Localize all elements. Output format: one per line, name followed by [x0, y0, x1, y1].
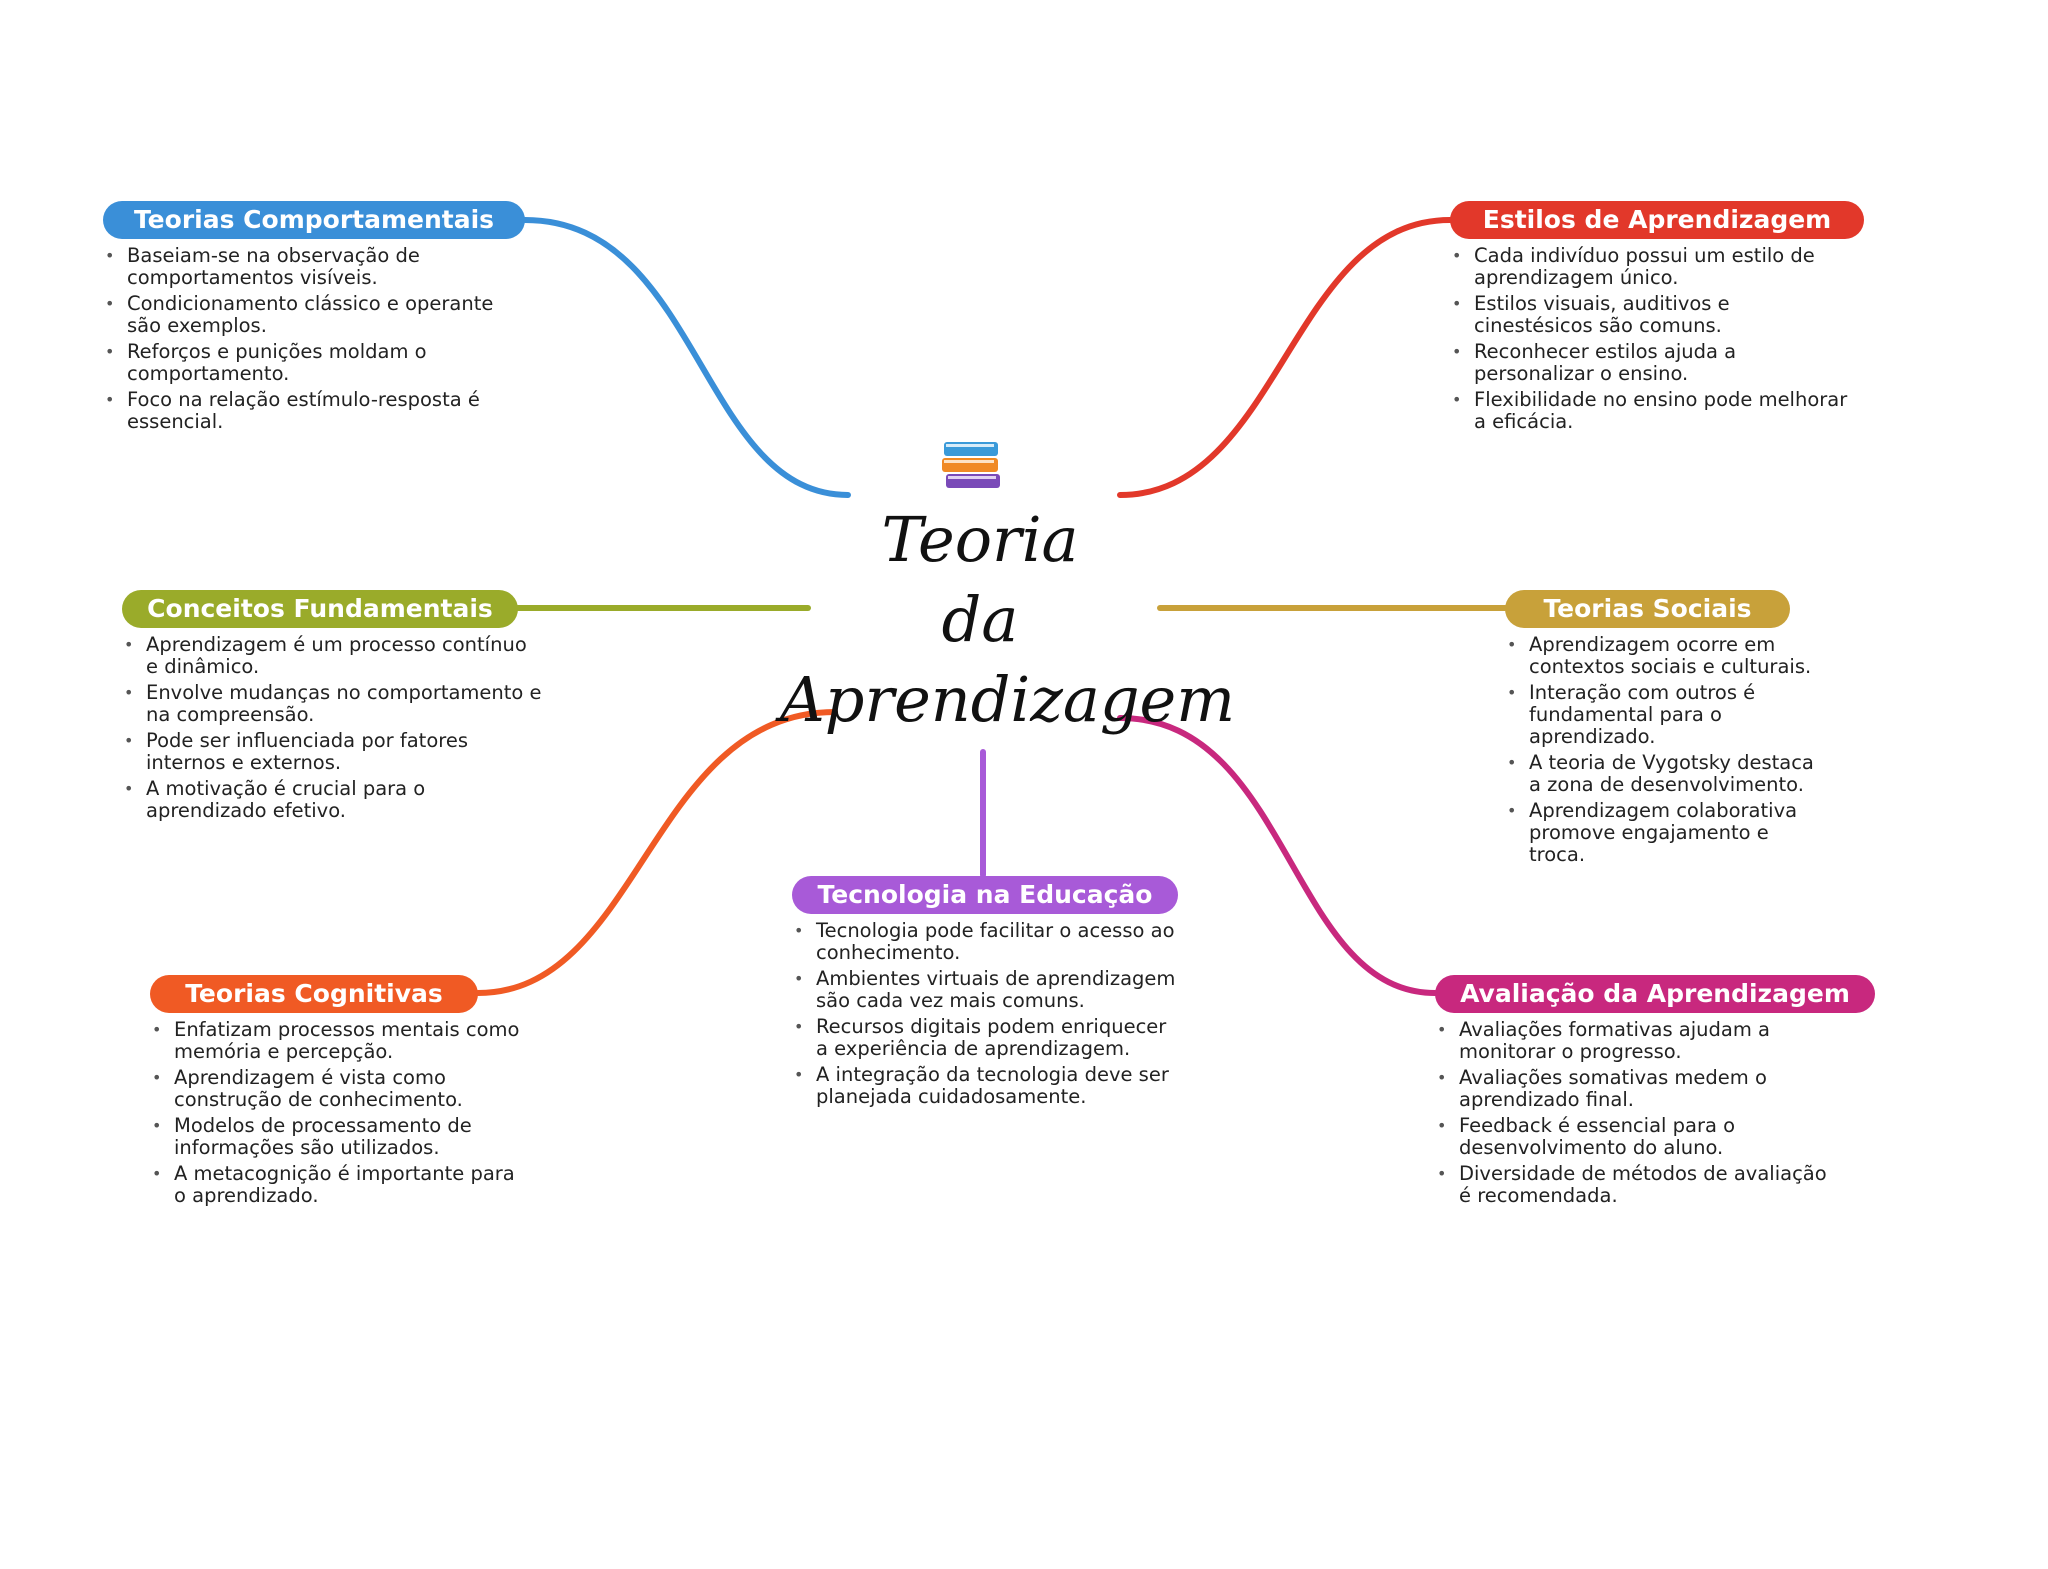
list-item: • Feedback é essencial para o desenvolvimento do aluno. — [1435, 1115, 1835, 1159]
branch-title-teorias-cognitivas: Teorias Cognitivas — [150, 975, 478, 1013]
list-item: • Interação com outros é fundamental para o aprendizado. — [1505, 682, 1825, 748]
center-title-line-3: Aprendizagem — [780, 663, 1236, 736]
center-title-line-2: da — [941, 583, 1019, 656]
list-item: • Cada indivíduo possui um estilo de aprendizagem único. — [1450, 245, 1850, 289]
list-item: • Envolve mudanças no comportamento e na compreensão. — [122, 682, 542, 726]
branch-list-teorias-comportamentais — [103, 245, 503, 437]
branch-list-conceitos-fundamentais — [122, 634, 542, 826]
branch-title-teorias-sociais: Teorias Sociais — [1505, 590, 1790, 628]
list-item: • Recursos digitais podem enriquecer a experiência de aprendizagem. — [792, 1016, 1182, 1060]
list-item: • A motivação é crucial para o aprendizado efetivo. — [122, 778, 542, 822]
list-item: • Pode ser influenciada por fatores internos e externos. — [122, 730, 542, 774]
branch-list-teorias-cognitivas — [150, 1019, 530, 1211]
branch-title-teorias-comportamentais: Teorias Comportamentais — [103, 201, 525, 239]
center-title — [780, 500, 1236, 740]
list-item: • Aprendizagem é um processo contínuo e dinâmico. — [122, 634, 542, 678]
connector-teorias-comportamentais — [525, 220, 848, 495]
list-item: • Reforços e punições moldam o comportamento. — [103, 341, 503, 385]
list-item: • Ambientes virtuais de aprendizagem são cada vez mais comuns. — [792, 968, 1182, 1012]
list-item: • A metacognição é importante para o aprendizado. — [150, 1163, 530, 1207]
list-item: • A integração da tecnologia deve ser planejada cuidadosamente. — [792, 1064, 1182, 1108]
list-item: • Flexibilidade no ensino pode melhorar a eficácia. — [1450, 389, 1850, 433]
center-title-line-1: Teoria — [881, 503, 1079, 576]
list-item: • Foco na relação estímulo-resposta é essencial. — [103, 389, 503, 433]
list-item: • Aprendizagem colaborativa promove engajamento e troca. — [1505, 800, 1825, 866]
branch-title-estilos-de-aprendizagem: Estilos de Aprendizagem — [1450, 201, 1864, 239]
list-item: • Modelos de processamento de informações são utilizados. — [150, 1115, 530, 1159]
list-item: • Diversidade de métodos de avaliação é recomendada. — [1435, 1163, 1835, 1207]
list-item: • A teoria de Vygotsky destaca a zona de desenvolvimento. — [1505, 752, 1825, 796]
list-item: • Baseiam-se na observação de comportamentos visíveis. — [103, 245, 503, 289]
list-item: • Aprendizagem é vista como construção de conhecimento. — [150, 1067, 530, 1111]
branch-title-conceitos-fundamentais: Conceitos Fundamentais — [122, 590, 518, 628]
list-item: • Avaliações formativas ajudam a monitorar o progresso. — [1435, 1019, 1835, 1063]
branch-list-tecnologia-na-educacao — [792, 920, 1182, 1112]
list-item: • Condicionamento clássico e operante são exemplos. — [103, 293, 503, 337]
branch-list-estilos-de-aprendizagem — [1450, 245, 1850, 437]
list-item: • Avaliações somativas medem o aprendizado final. — [1435, 1067, 1835, 1111]
list-item: • Enfatizam processos mentais como memória e percepção. — [150, 1019, 530, 1063]
list-item: • Aprendizagem ocorre em contextos sociais e culturais. — [1505, 634, 1825, 678]
branch-list-avaliacao-da-aprendizagem — [1435, 1019, 1835, 1211]
books-icon — [940, 440, 1002, 502]
list-item: • Tecnologia pode facilitar o acesso ao conhecimento. — [792, 920, 1182, 964]
branch-title-avaliacao-da-aprendizagem: Avaliação da Aprendizagem — [1435, 975, 1875, 1013]
branch-title-tecnologia-na-educacao: Tecnologia na Educação — [792, 876, 1178, 914]
connector-estilos-de-aprendizagem — [1120, 220, 1450, 495]
list-item: • Reconhecer estilos ajuda a personalizar o ensino. — [1450, 341, 1850, 385]
list-item: • Estilos visuais, auditivos e cinestésicos são comuns. — [1450, 293, 1850, 337]
branch-list-teorias-sociais — [1505, 634, 1825, 870]
